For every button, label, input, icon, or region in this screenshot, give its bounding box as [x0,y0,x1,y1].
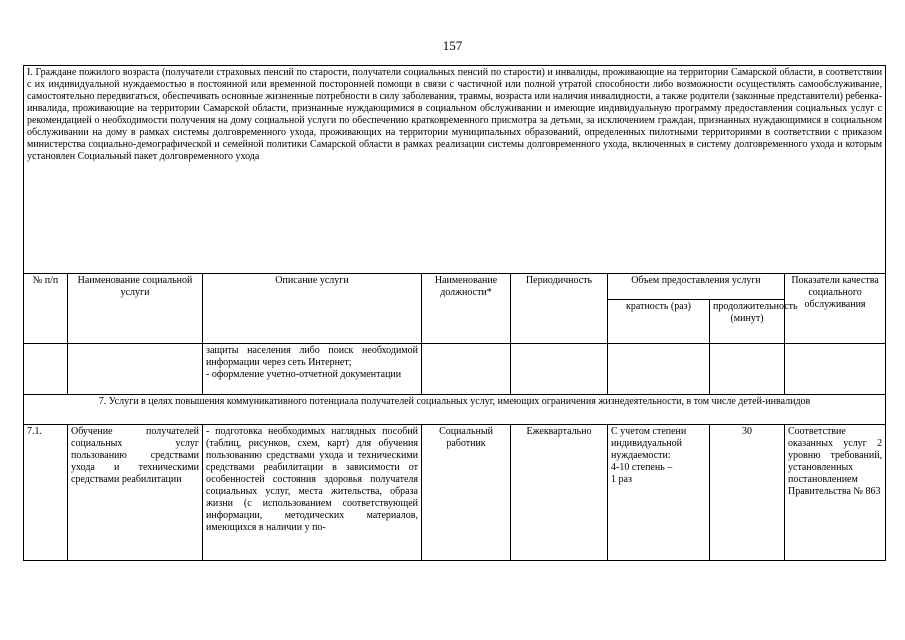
row-number: 7.1. [24,425,68,561]
header-service-name: Наименование социальной услуги [68,274,203,344]
row-periodicity: Ежеквартально [511,425,608,561]
row-quality: Соответствие оказанных услуг 2 уровню требований, установленных постановлением Правительства № 863 [785,425,886,561]
continuation-duration-cell [710,344,785,395]
recipient-category-text: I. Граждане пожилого возраста (получатели страховых пенсий по старости, получатели социальных пенсий по старости) и инвалиды, проживающие на территории Самарской области, в соответствии с их индивидуальной нуждаемостью в постоянной или временной посторонней помощи в связи с частичной или полной утратой способности либо возможности осуществлять самообслуживание, самостоятельно передвигаться, обеспечивать основные жизненные потребности в силу заболевания, травмы, возраста или наличия инвалидности, а также родители (законные представители) ребенка-инвалида, проживающие на территории Самарской области, признанные нуждающимися в социальном обслуживании и имеющие индивидуальную программу предоставления социальных услуг с рекомендацией о необходимости получения на дому социальной услуги по обеспечению кратковременного присмотра за детьми, за исключением граждан, признанных нуждающимися в социальном обслуживании на дому в рамках системы долговременного ухода, проживающих на территории муниципальных образований, определенных пилотными территориями в соответствии с приказом министерства социально-демографической и семейной политики Самарской области в рамках реализации системы долговременного ухода, включенных в систему долговременного ухода и которым установлен Социальный пакет долговременного ухода [24,66,886,274]
header-volume: Объем предоставления услуги [608,274,785,300]
header-description: Описание услуги [203,274,422,344]
header-periodicity: Периодичность [511,274,608,344]
continuation-quality-cell [785,344,886,395]
header-number: № п/п [24,274,68,344]
continuation-position-cell [422,344,511,395]
section-title: 7. Услуги в целях повышения коммуникативного потенциала получателей социальных услуг, имеющих ограничения жизнедеятельности, в том числе детей-инвалидов [24,395,886,425]
continuation-multiplicity-cell [608,344,710,395]
header-duration: продолжительность (минут) [710,300,785,344]
header-multiplicity: кратность (раз) [608,300,710,344]
continuation-description: защиты населения либо поиск необходимой информации через сеть Интернет; - оформление учетно-отчетной документации [203,344,422,395]
row-position: Социальный работник [422,425,511,561]
row-multiplicity: С учетом степени индивидуальной нуждаемости: 4-10 степень – 1 раз [608,425,710,561]
continuation-periodicity-cell [511,344,608,395]
services-table [23,65,886,561]
page-number: 157 [442,38,463,53]
continuation-name-cell [68,344,203,395]
continuation-num-cell [24,344,68,395]
table-row [24,425,886,561]
row-description: - подготовка необходимых наглядных пособий (таблиц, рисунков, схем, карт) для обучения пользованию средствами ухода и техническими средствами реабилитации в зависимости от особенностей состояния здоровья получателя социальных услуг, места жительства, образа жизни (с использованием соответствующей информации, методических материалов, имеющихся в наличии у по- [203,425,422,561]
row-duration: 30 [710,425,785,561]
continuation-row [24,344,886,395]
header-position: Наименование должности* [422,274,511,344]
row-service-name: Обучение получателей социальных услуг пользованию средствами ухода и техническими средствами реабилитации [68,425,203,561]
header-quality: Показатели качества социального обслуживания [785,274,886,344]
